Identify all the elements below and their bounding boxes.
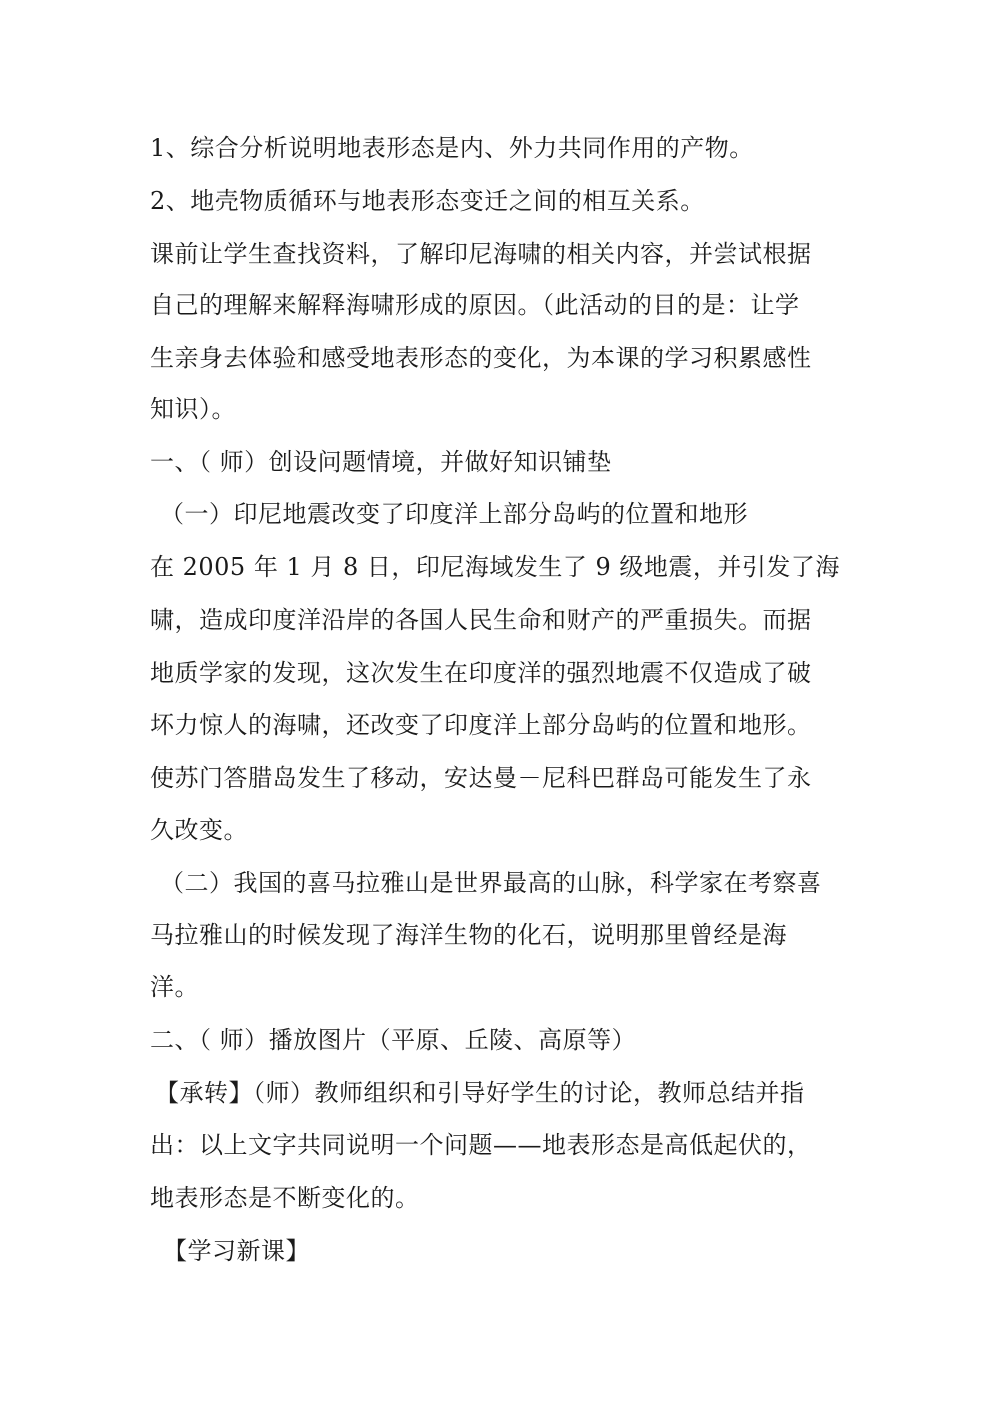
earthquake-paragraph-line-4: 坏力惊人的海啸，还改变了印度洋上部分岛屿的位置和地形。 [150,711,812,739]
earthquake-paragraph-line-6: 久改变。 [150,816,248,844]
objective-2: 2、地壳物质循环与地表形态变迁之间的相互关系。 [150,187,705,215]
subsection-heading-1: （一）印尼地震改变了印度洋上部分岛屿的位置和地形 [160,500,748,528]
transition-paragraph-line-2: 出：以上文字共同说明一个问题——地表形态是高低起伏的， [150,1131,812,1159]
transition-paragraph-line-3: 地表形态是不断变化的。 [150,1184,420,1212]
new-lesson-heading: 【学习新课】 [163,1238,310,1265]
himalaya-paragraph-line-3: 洋。 [150,973,199,1001]
pre-class-activity-line-4: 知识）。 [150,395,236,423]
section-heading-2: 二、（ 师）播放图片（平原、丘陵、高原等） [150,1026,637,1054]
earthquake-paragraph-line-5: 使苏门答腊岛发生了移动，安达曼－尼科巴群岛可能发生了永 [150,764,812,792]
subsection-heading-2: （二）我国的喜马拉雅山是世界最高的山脉，科学家在考察喜 [160,869,822,897]
transition-paragraph-line-1: 【承转】（师）教师组织和引导好学生的讨论，教师总结并指 [155,1079,805,1107]
pre-class-activity-line-2: 自己的理解来解释海啸形成的原因。（此活动的目的是：让学 [150,291,800,319]
section-heading-1: 一、（ 师）创设问题情境，并做好知识铺垫 [150,448,612,476]
pre-class-activity-line-1: 课前让学生查找资料，了解印尼海啸的相关内容，并尝试根据 [150,240,812,268]
pre-class-activity-line-3: 生亲身去体验和感受地表形态的变化，为本课的学习积累感性 [150,344,812,372]
earthquake-paragraph-line-1: 在 2005 年 1 月 8 日，印尼海域发生了 9 级地震，并引发了海 [150,553,840,581]
objective-1: 1、综合分析说明地表形态是内、外力共同作用的产物。 [150,134,754,162]
himalaya-paragraph-line-2: 马拉雅山的时候发现了海洋生物的化石，说明那里曾经是海 [150,921,787,949]
earthquake-paragraph-line-2: 啸，造成印度洋沿岸的各国人民生命和财产的严重损失。而据 [150,606,812,634]
earthquake-paragraph-line-3: 地质学家的发现，这次发生在印度洋的强烈地震不仅造成了破 [150,659,812,687]
